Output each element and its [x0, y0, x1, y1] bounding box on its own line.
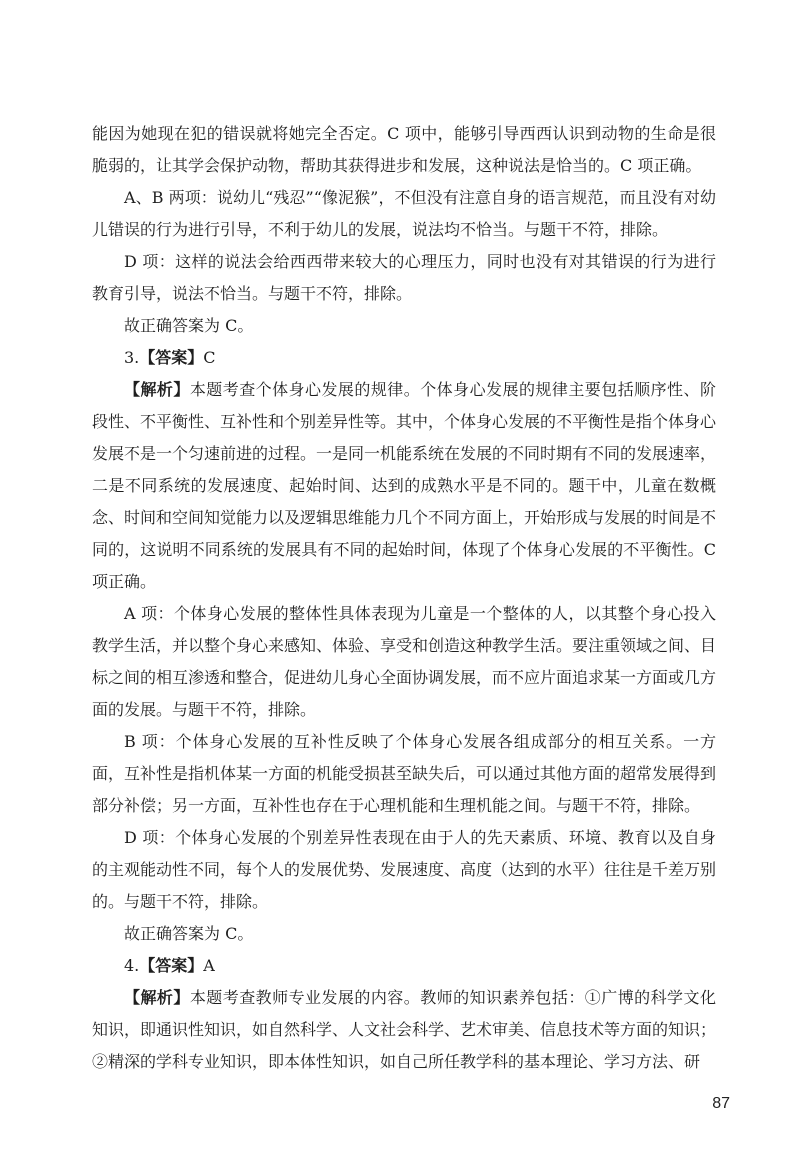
paragraph: 能因为她现在犯的错误就将她完全否定。C 项中，能够引导西西认识到动物的生命是很脆弱的，让其学会保护动物，帮助其获得进步和发展，这种说法是恰当的。C 项正确。: [92, 124, 716, 175]
answer-heading-q3: [92, 342, 716, 374]
paragraph: D 项：这样的说法会给西西带来较大的心理压力，同时也没有对其错误的行为进行教育引导，说法不恰当。与题干不符，排除。: [92, 252, 716, 303]
page-body: [92, 118, 716, 1078]
analysis-text: 本题考查个体身心发展的规律。个体身心发展的规律主要包括顺序性、阶段性、不平衡性、互补性和个别差异性等。其中，个体身心发展的不平衡性是指个体身心发展不是一个匀速前进的过程。一是同一机能系统在发展的不同时期有不同的发展速率，二是不同系统的发展速度、起始时间、达到的成熟水平是不同的。题干中，儿童在数概念、时间和空间知觉能力以及逻辑思维能力几个不同方面上，开始形成与发展的时间是不同的，这说明不同系统的发展具有不同的起始时间，体现了个体身心发展的不平衡性。C 项正确。: [92, 380, 717, 591]
paragraph: 故正确答案为 C。: [124, 924, 254, 943]
paragraph: D 项：个体身心发展的个别差异性表现在由于人的先天素质、环境、教育以及自身的主观能动性不同，每个人的发展优势、发展速度、高度（达到的水平）往往是千差万别的。与题干不符，排除。: [92, 828, 717, 911]
paragraph: 故正确答案为 C。: [124, 316, 254, 335]
question-number: 3.: [124, 348, 140, 367]
analysis-paragraph: [92, 374, 716, 598]
analysis-paragraph: [92, 982, 716, 1078]
analysis-tag: 【解析】: [124, 380, 190, 399]
answer-tag: 【答案】: [139, 348, 204, 367]
answer-heading-q4: [92, 950, 716, 982]
paragraph: A 项：个体身心发展的整体性具体表现为儿童是一个整体的人，以其整个身心投入教学生活，并以整个身心来感知、体验、享受和创造这种教学生活。要注重领域之间、目标之间的相互渗透和整合，促进幼儿身心全面协调发展，而不应片面追求某一方面或几方面的发展。与题干不符，排除。: [92, 604, 717, 719]
paragraph: B 项：个体身心发展的互补性反映了个体身心发展各组成部分的相互关系。一方面，互补性是指机体某一方面的机能受损甚至缺失后，可以通过其他方面的超常发展得到部分补偿；另一方面，互补性也存在于心理机能和生理机能之间。与题干不符，排除。: [92, 732, 717, 815]
analysis-tag: 【解析】: [124, 988, 190, 1007]
page-number: 87: [712, 1095, 730, 1112]
question-number: 4.: [124, 956, 140, 975]
answer-value: A: [203, 956, 215, 975]
analysis-text: 本题考查教师专业发展的内容。教师的知识素养包括：①广博的科学文化知识，即通识性知识，如自然科学、人文社会科学、艺术审美、信息技术等方面的知识；②精深的学科专业知识，即本体性知识，如自己所任教学科的基本理论、学习方法、研: [92, 988, 717, 1071]
answer-value: C: [203, 348, 216, 367]
paragraph: A、B 两项：说幼儿“残忍”“像泥猴”，不但没有注意自身的语言规范，而且没有对幼儿错误的行为进行引导，不利于幼儿的发展，说法均不恰当。与题干不符，排除。: [92, 188, 716, 239]
answer-tag: 【答案】: [139, 956, 204, 975]
